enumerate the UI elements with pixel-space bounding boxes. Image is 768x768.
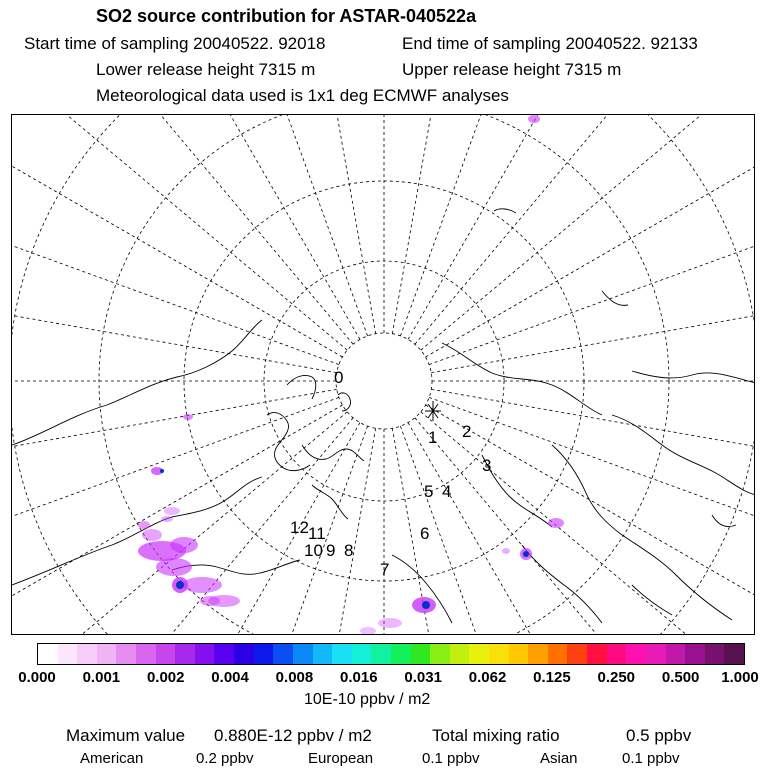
meridian-line <box>431 389 755 537</box>
colorbar-segment <box>352 644 372 664</box>
colorbar-segment <box>97 644 117 664</box>
colorbar-segment <box>528 644 548 664</box>
colorbar-segment <box>548 644 568 664</box>
plume-patch <box>164 507 180 515</box>
colorbar-segment <box>371 644 391 664</box>
total-mixing-ratio-value: 0.5 ppbv <box>626 726 692 745</box>
meridian-line <box>426 405 755 635</box>
meridian-line <box>421 412 755 635</box>
meridian-line <box>421 115 755 350</box>
plume-patch <box>183 414 193 420</box>
colorbar-segment <box>136 644 156 664</box>
colorbar-tick-label: 0.125 <box>533 669 571 686</box>
meridian-line <box>12 115 339 365</box>
colorbar-segment <box>646 644 666 664</box>
plume-patch <box>548 518 564 528</box>
meridian-line <box>228 115 376 334</box>
colorbar-segment <box>77 644 97 664</box>
colorbar-tick-label: 0.008 <box>275 669 314 686</box>
trajectory-label: 9 <box>326 541 336 560</box>
north-pole-marker <box>425 401 441 421</box>
end-time-label: End time of sampling 20040522. 92133 <box>402 34 698 53</box>
plume-core <box>176 581 184 589</box>
colorbar-tick-label: 0.062 <box>468 669 507 686</box>
meridian-line <box>408 423 755 635</box>
colorbar-tick-label: 0.500 <box>661 669 700 686</box>
colorbar-tick-label: 1.000 <box>721 669 759 686</box>
meridian-line <box>400 426 691 635</box>
plume-patch <box>142 529 162 541</box>
european-label: European <box>308 750 374 767</box>
colorbar-segment <box>626 644 646 664</box>
colorbar-tick-label: 0.002 <box>146 669 185 686</box>
colorbar-segment <box>195 644 215 664</box>
american-value: 0.2 ppbv <box>196 750 254 767</box>
colorbar-unit-label: 10E-10 ppbv / m2 <box>304 691 431 708</box>
colorbar <box>37 643 745 665</box>
colorbar-segment <box>666 644 686 664</box>
meridian-line <box>426 115 755 357</box>
trajectory-label: 12 <box>290 518 309 537</box>
meridian-line <box>429 397 755 635</box>
colorbar-segment <box>156 644 176 664</box>
european-value: 0.1 ppbv <box>422 750 480 767</box>
trajectory-label: 11 <box>308 524 326 543</box>
colorbar-segment <box>450 644 470 664</box>
plume-patch <box>360 627 376 635</box>
meridian-line <box>392 115 540 334</box>
trajectory-label: 5 <box>424 482 434 501</box>
plume-patch <box>156 558 192 576</box>
colorbar-segment <box>391 644 411 664</box>
colorbar-segment <box>58 644 78 664</box>
colorbar-segment <box>705 644 725 664</box>
colorbar-segment <box>607 644 627 664</box>
lower-release-height-label: Lower release height 7315 m <box>96 60 316 79</box>
plume-patch <box>502 548 510 554</box>
plume-core <box>422 601 430 609</box>
plume-patch <box>170 537 198 553</box>
latitude-circle <box>12 115 755 635</box>
meridian-line <box>400 115 691 336</box>
trajectory-label: 0 <box>334 368 344 387</box>
colorbar-tick-label: 0.001 <box>82 669 121 686</box>
trajectory-label: 6 <box>420 524 430 543</box>
asian-value: 0.1 ppbv <box>622 750 680 767</box>
polar-map <box>11 114 755 635</box>
colorbar-tick-label: 0.250 <box>597 669 636 686</box>
meteorological-data-label: Meteorological data used is 1x1 deg ECMWF analyses <box>96 86 509 105</box>
colorbar-segment <box>587 644 607 664</box>
meridian-line <box>12 115 353 344</box>
colorbar-segment <box>38 644 58 664</box>
colorbar-tick-label: 0.016 <box>340 669 378 686</box>
colorbar-segment <box>724 644 744 664</box>
colorbar-segment <box>234 644 254 664</box>
american-label: American <box>80 750 144 767</box>
trajectory-label: 1 <box>428 428 438 447</box>
plume-patch <box>528 115 540 123</box>
colorbar-segment <box>567 644 587 664</box>
meridian-line <box>408 115 755 339</box>
meridian-line <box>12 389 337 537</box>
max-value: 0.880E-12 ppbv / m2 <box>214 726 372 745</box>
trajectory-label: 8 <box>344 541 354 560</box>
meridian-line <box>12 225 337 373</box>
asian-label: Asian <box>540 750 578 767</box>
meridian-line <box>76 115 367 336</box>
colorbar-segment <box>489 644 509 664</box>
trajectory-label: 10 <box>304 541 323 560</box>
colorbar-segment <box>214 644 234 664</box>
trajectory-label: 4 <box>442 482 452 501</box>
colorbar-tick-label: 0.000 <box>18 669 56 686</box>
latitude-circle <box>12 115 755 635</box>
latitude-circle <box>336 333 432 429</box>
colorbar-segment <box>293 644 313 664</box>
colorbar-segment <box>685 644 705 664</box>
colorbar-tick-label: 0.004 <box>211 669 249 686</box>
trajectory-label: 7 <box>380 560 390 579</box>
map-graticule <box>12 115 755 635</box>
start-time-label: Start time of sampling 20040522. 92018 <box>24 34 326 53</box>
colorbar-segment <box>509 644 529 664</box>
meridian-line <box>12 115 360 339</box>
colorbar-segment <box>411 644 431 664</box>
trajectory-label: 3 <box>482 456 492 475</box>
upper-release-height-label: Upper release height 7315 m <box>402 60 622 79</box>
meridian-line <box>431 225 755 373</box>
meridian-line <box>12 115 347 350</box>
plume-core <box>160 469 164 473</box>
trajectory-label: 2 <box>462 422 472 441</box>
colorbar-segment <box>116 644 136 664</box>
plume-patch <box>138 521 150 529</box>
total-mixing-ratio-label: Total mixing ratio <box>432 726 560 745</box>
colorbar-segment <box>313 644 333 664</box>
plume-core <box>523 551 529 557</box>
plume-patch <box>378 618 402 628</box>
colorbar-segment <box>273 644 293 664</box>
max-value-label: Maximum value <box>66 726 186 745</box>
map-title: SO2 source contribution for ASTAR-040522a <box>96 6 477 26</box>
colorbar-segment <box>469 644 489 664</box>
colorbar-tick-label: 0.031 <box>404 669 442 686</box>
plume-patch <box>200 596 220 606</box>
latitude-circle <box>12 115 755 635</box>
colorbar-segment <box>332 644 352 664</box>
colorbar-segment <box>254 644 274 664</box>
meridian-line <box>415 115 755 344</box>
colorbar-segment <box>175 644 195 664</box>
meridian-line <box>12 115 342 357</box>
colorbar-segment <box>430 644 450 664</box>
plume-patch <box>161 516 173 522</box>
